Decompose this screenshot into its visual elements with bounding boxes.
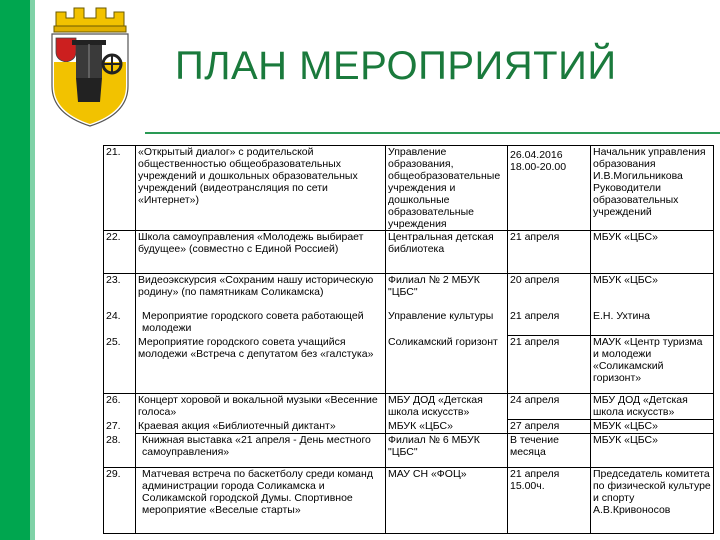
row-number: 24. [104, 310, 136, 336]
responsible-cell: МБУК «ЦБС» [591, 434, 714, 468]
place-cell: Филиал № 2 МБУК "ЦБС" [386, 274, 508, 310]
row-number: 25. [104, 336, 136, 394]
place-cell: МБУК «ЦБС» [386, 420, 508, 434]
left-green-stripe [0, 0, 30, 540]
responsible-cell: Начальник управления образования И.В.Могильникова Руководители образовательных учреждений [591, 146, 714, 231]
date-cell: 21 апреля [508, 310, 591, 336]
row-number: 28. [104, 434, 136, 468]
place-cell: Соликамский горизонт [386, 336, 508, 394]
date-cell: 21 апреля 15.00ч. [508, 468, 591, 534]
place-cell: Филиал № 6 МБУК "ЦБС" [386, 434, 508, 468]
responsible-cell: МБУК «ЦБС» [591, 420, 714, 434]
table-row [104, 336, 714, 394]
table-row [104, 231, 714, 274]
place-cell: МБУ ДОД «Детская школа искусств» [386, 394, 508, 420]
event-cell: Видеоэкскурсия «Сохраним нашу историческую родину» (по памятникам Соликамска) [136, 274, 386, 310]
table-row [104, 146, 714, 231]
place-cell: Управление образования, общеобразовательные учреждения и дошкольные образовательные учреждения [386, 146, 508, 231]
event-cell: Матчевая встреча по баскетболу среди команд администрации города Соликамска и Соликамской городской Думы. Спортивное мероприятие «Веселые старты» [136, 468, 386, 534]
row-number: 29. [104, 468, 136, 534]
events-table [103, 145, 714, 534]
table-row [104, 310, 714, 336]
date-cell: 21 апреля [508, 231, 591, 274]
table-row [104, 394, 714, 420]
date-cell: 26.04.2016 18.00-20.00 [508, 146, 591, 231]
date-cell: 27 апреля [508, 420, 591, 434]
place-cell: Управление культуры [386, 310, 508, 336]
event-cell: Мероприятие городского совета работающей молодежи [136, 310, 386, 336]
table-row [104, 434, 714, 468]
table-row [104, 468, 714, 534]
row-number: 22. [104, 231, 136, 274]
date-cell: 24 апреля [508, 394, 591, 420]
page-title: ПЛАН МЕРОПРИЯТИЙ [175, 44, 617, 88]
responsible-cell: МБУК «ЦБС» [591, 274, 714, 310]
place-cell: МАУ СН «ФОЦ» [386, 468, 508, 534]
event-cell: Краевая акция «Библиотечный диктант» [136, 420, 386, 434]
responsible-cell: Е.Н. Ухтина [591, 310, 714, 336]
row-number: 21. [104, 146, 136, 231]
table-row [104, 420, 714, 434]
left-light-stripe [30, 0, 35, 540]
place-cell: Центральная детская библиотека [386, 231, 508, 274]
event-cell: Школа самоуправления «Молодежь выбирает будущее» (совместно с Единой Россией) [136, 231, 386, 274]
row-number: 26. [104, 394, 136, 420]
event-cell: «Открытый диалог» с родительской общественностью общеобразовательных учреждений и дошкольных образовательных учреждений (видеотрансляция по сети «Интернет») [136, 146, 386, 231]
title-underline [145, 132, 720, 134]
responsible-cell: МБУ ДОД «Детская школа искусств» [591, 394, 714, 420]
event-cell: Мероприятие городского совета учащийся молодежи «Встреча с депутатом без «галстука» [136, 336, 386, 394]
responsible-cell: МАУК «Центр туризма и молодежи «Соликамский горизонт» [591, 336, 714, 394]
city-coat-of-arms-icon [42, 4, 138, 130]
row-number: 27. [104, 420, 136, 434]
event-cell: Концерт хоровой и вокальной музыки «Весенние голоса» [136, 394, 386, 420]
table-row [104, 274, 714, 310]
date-cell: 21 апреля [508, 336, 591, 394]
responsible-cell: МБУК «ЦБС» [591, 231, 714, 274]
row-number: 23. [104, 274, 136, 310]
date-cell: В течение месяца [508, 434, 591, 468]
date-cell: 20 апреля [508, 274, 591, 310]
responsible-cell: Председатель комитета по физической культуре и спорту А.В.Кривоносов [591, 468, 714, 534]
event-cell: Книжная выставка «21 апреля - День местного самоуправления» [136, 434, 386, 468]
